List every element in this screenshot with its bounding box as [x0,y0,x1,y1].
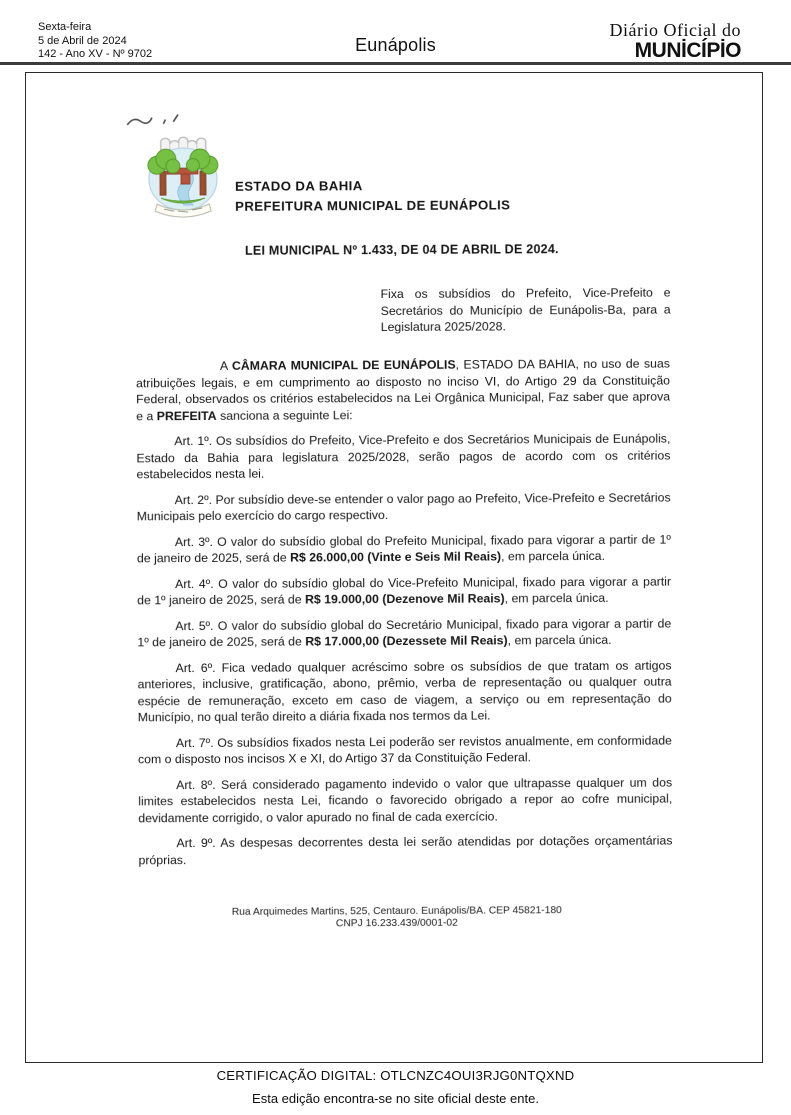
diario-oficial-logo [610,20,741,63]
article-7 [138,732,672,768]
article-text: Art. 4º. O valor do subsídio global do Vice-Prefeito Municipal, fixado para vigorar a partir de 1º janeiro de 2025, será de [137,574,672,608]
preamble-bold-camara: CÂMARA MUNICIPAL DE EUNÁPOLIS [231,357,456,373]
preamble-bold-prefeita: PREFEITA [156,408,217,423]
cnpj-line: CNPJ 16.233.439/0001-02 [335,917,458,929]
preamble-text: A [219,358,232,373]
article-8 [138,774,672,826]
article-text: Art. 7º. Os subsídios fixados nesta Lei poderão ser revistos anualmente, em conformidade com o disposto nos incisos X e XI, do Artigo 37 da Constituição Federal. [137,733,672,767]
address-line: Rua Arquimedes Martins, 525, Centauro. Eunápolis/BA. CEP 45821-180 [231,905,562,918]
digital-certification-line: CERTIFICAÇÃO DIGITAL: OTLCNZC4OUI3RJG0NTQXND [216,1068,575,1083]
municipality-name: Eunápolis [355,35,436,55]
article-text: Art. 2º. Por subsídio deve-se entender o valor pago ao Prefeito, Vice-Prefeito e Secretários Municipais pelo exercício do cargo respectivo. [136,490,671,524]
law-preamble [136,356,670,425]
preamble-text: sanciona a seguinte Lei: [216,407,353,423]
article-5 [137,615,671,651]
issuing-entity-block [235,175,510,216]
article-bold-amount: R$ 17.000,00 (Dezessete Mil Reais) [305,633,508,649]
issue-weekday: Sexta-feira [38,21,92,33]
article-4 [137,573,671,609]
law-summary: Fixa os subsídios do Prefeito, Vice-Prefeito e Secretários do Município de Eunápolis-Ba, para a Legislatura 2025/2028. [380,285,671,335]
scanned-document-frame [25,72,763,1063]
article-6 [137,657,671,726]
article-text: Art. 3º. O valor do subsídio global do Prefeito Municipal, fixado para vigorar a partir de 1º de janeiro de 2025, será de [136,532,671,566]
article-1 [136,431,670,483]
article-text: , em parcela única. [501,548,606,564]
eunapolis-coat-of-arms-icon [137,126,230,222]
prefecture-address-block [42,904,752,931]
edition-note-line: Esta edição encontra-se no site oficial deste ente. [252,1091,539,1106]
law-title: LEI MUNICIPAL Nº 1.433, DE 04 DE ABRIL DE 2024. [244,242,559,258]
article-9 [138,833,672,869]
prefecture-name: PREFEITURA MUNICIPAL DE EUNÁPOLIS [235,197,511,214]
logo-line2: MUNİCÍPİO [634,39,741,62]
law-body [136,356,673,878]
scanned-document-content [23,71,764,1064]
article-text: Art. 1º. Os subsídios do Prefeito, Vice-Prefeito e dos Secretários Municipais de Eunápolis, Estado da Bahia para legislatura 2025/2028, serão pagos de acordo com os critérios estabelecidos nesta lei. [136,431,671,482]
article-text: Art. 6º. Fica vedado qualquer acréscimo sobre os subsídios de que tratam os artigos anteriores, inclusive, gratificação, abono, prêmio, verba de representação ou qualquer outra espécie de remuneração, exceto em caso de viagem, a serviço ou em representação do Município, no qual terão direito a diária fixada nos termos da Lei. [137,658,672,725]
logo-line1: Diário Oficial do [609,20,741,40]
preamble-text: , ESTADO DA BAHIA, no uso de suas atribuições legais, e em cumprimento ao disposto no inciso VI, do Artigo 29 da Constituição Federal, observados os critérios estabelecidos na Lei Orgânica Municipal, Faz saber que aprova e a [135,356,671,423]
article-text: , em parcela única. [507,632,612,648]
article-bold-amount: R$ 19.000,00 (Dezenove Mil Reais) [305,591,505,607]
article-text: Art. 5º. O valor do subsídio global do Secretário Municipal, fixado para vigorar a partir de 1º de janeiro de 2025, será de [137,616,672,650]
article-text: Art. 8º. Será considerado pagamento indevido o valor que ultrapasse qualquer um dos limites estabelecidos nesta Lei, ficando o favorecido obrigado a repor ao cofre municipal, devidamente corrigido, o valor apurado no final de cada exercício. [138,775,673,825]
article-bold-amount: R$ 26.000,00 (Vinte e Seis Mil Reais) [290,549,502,565]
article-3 [137,531,671,567]
masthead-divider [0,62,791,65]
article-text: , em parcela única. [504,590,609,606]
state-name: ESTADO DA BAHIA [234,178,363,194]
issue-date: 5 de Abril de 2024 [38,34,127,47]
article-text: Art. 9º. As despesas decorrentes desta lei serão atendidas por dotações orçamentárias próprias. [138,833,673,867]
article-2 [137,489,671,525]
issue-edition-number: 142 - Ano XV - Nº 9702 [38,48,153,60]
